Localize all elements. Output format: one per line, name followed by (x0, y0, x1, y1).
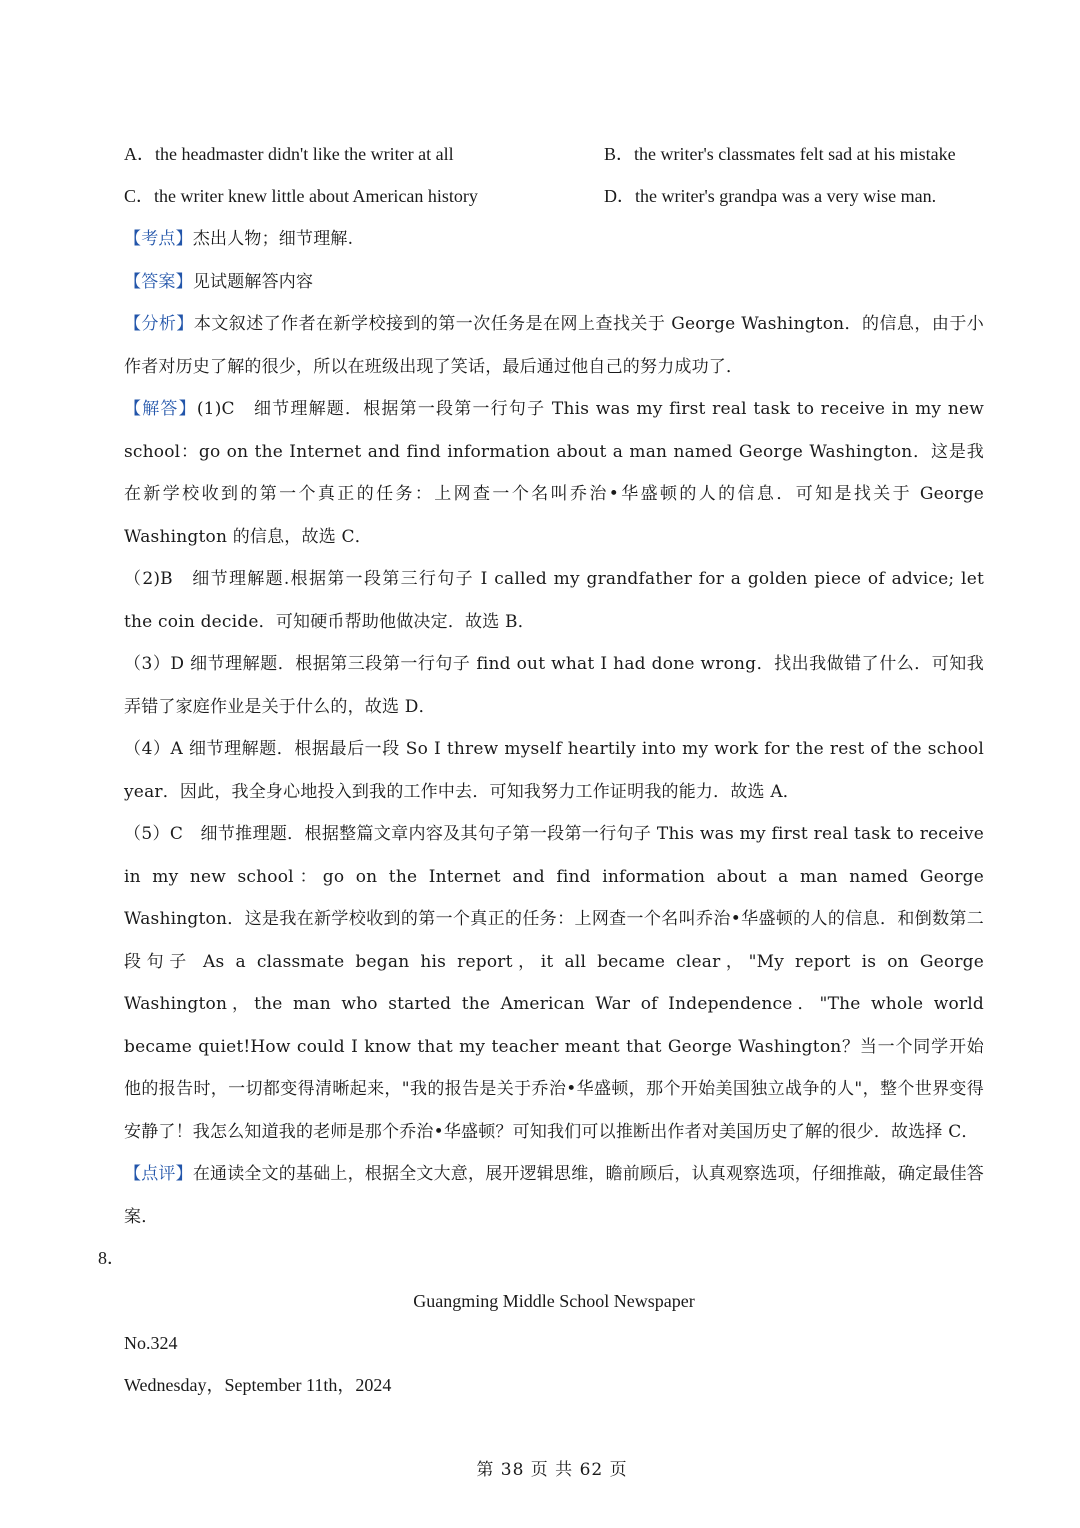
answer-options (124, 136, 984, 220)
newspaper-number: No.324 (124, 1333, 178, 1353)
solution-text-5: （5）C 细节推理题．根据整篇文章内容及其句子第一段第一行句子 This was my first real task to receive in my new school：go on the Internet and find information about a man named George Washington．这是我在新学校收到的第一个真正的任务：上网查一个名叫乔治•华盛顿的人的信息．和倒数第二段句子 As a classmate began his report，it all became clear，"My report is on George Washington，the man who started the American War of Independence．"The whole world became quiet!How could I know that my teacher meant that George Washington？当一个同学开始他的报告时，一切都变得清晰起来，"我的报告是关于乔治•华盛顿，那个开始美国独立战争的人"，整个世界变得安静了！我怎么知道我的老师是那个乔治•华盛顿？可知我们可以推断出作者对美国历史了解的很少．故选择 C． (124, 824, 984, 1142)
solution-paragraph-3 (124, 643, 984, 728)
solution-tag: 【解答】 (124, 399, 197, 419)
kaodian-tag: 【考点】 (124, 229, 193, 249)
comment-tag: 【点评】 (124, 1164, 193, 1184)
comment-paragraph (124, 1153, 984, 1238)
kaodian-text: 杰出人物；细节理解. (192, 229, 354, 249)
solution-paragraph-1 (124, 388, 984, 558)
answer-text: 见试题解答内容 (192, 271, 314, 292)
page-footer: 第 38 页 共 62 页 (476, 1460, 628, 1480)
solution-paragraph-4 (124, 728, 984, 813)
kaodian-paragraph (124, 218, 984, 261)
solution-text-3: （3）D 细节理解题．根据第三段第一行句子 find out what I had done wrong．找出我做错了什么．可知我弄错了家庭作业是关于什么的，故选 D． (124, 654, 984, 717)
options-row-2 (124, 178, 984, 220)
answer-paragraph (124, 261, 984, 304)
newspaper-date: Wednesday，September 11th，2024 (124, 1375, 392, 1395)
option-a: A．the headmaster didn't like the writer at all (124, 144, 454, 164)
solution-text-4: （4）A 细节理解题．根据最后一段 So I threw myself heartily into my work for the rest of the school year．因此，我全身心地投入到我的工作中去．可知我努力工作证明我的能力．故选 A． (124, 739, 984, 802)
solution-paragraph-5 (124, 813, 984, 1153)
analysis-text: 本文叙述了作者在新学校接到的第一次任务是在网上查找关于 George Washington．的信息，由于小作者对历史了解的很少，所以在班级出现了笑话，最后通过他自己的努力成功了． (124, 314, 984, 377)
solution-text-2: （2)B 细节理解题.根据第一段第三行句子 I called my grandfather for a golden piece of advice; let the coin decide．可知硬币帮助他做决定．故选 B． (124, 569, 984, 632)
question-number: 8． (98, 1248, 125, 1268)
comment-text: 在通读全文的基础上，根据全文大意，展开逻辑思维，瞻前顾后，认真观察选项，仔细推敲，确定最佳答案． (124, 1164, 985, 1227)
option-c: C．the writer knew little about American history (124, 186, 478, 206)
analysis-tag: 【分析】 (124, 314, 194, 334)
explanation-body (124, 218, 984, 1238)
solution-paragraph-2 (124, 558, 984, 643)
option-d: D．the writer's grandpa was a very wise man. (604, 186, 937, 206)
newspaper-title: Guangming Middle School Newspaper (413, 1291, 695, 1311)
option-b: B．the writer's classmates felt sad at his mistake (604, 144, 956, 164)
solution-text-1: (1)C 细节理解题．根据第一段第一行句子 This was my first real task to receive in my new school：go on the Internet and find information about a man named George Washington．这是我在新学校收到的第一个真正的任务：上网查一个名叫乔治•华盛顿的人的信息．可知是找关于 George Washington 的信息，故选 C． (124, 399, 984, 547)
options-row-1 (124, 136, 984, 178)
answer-tag: 【答案】 (124, 271, 193, 292)
analysis-paragraph (124, 303, 984, 388)
